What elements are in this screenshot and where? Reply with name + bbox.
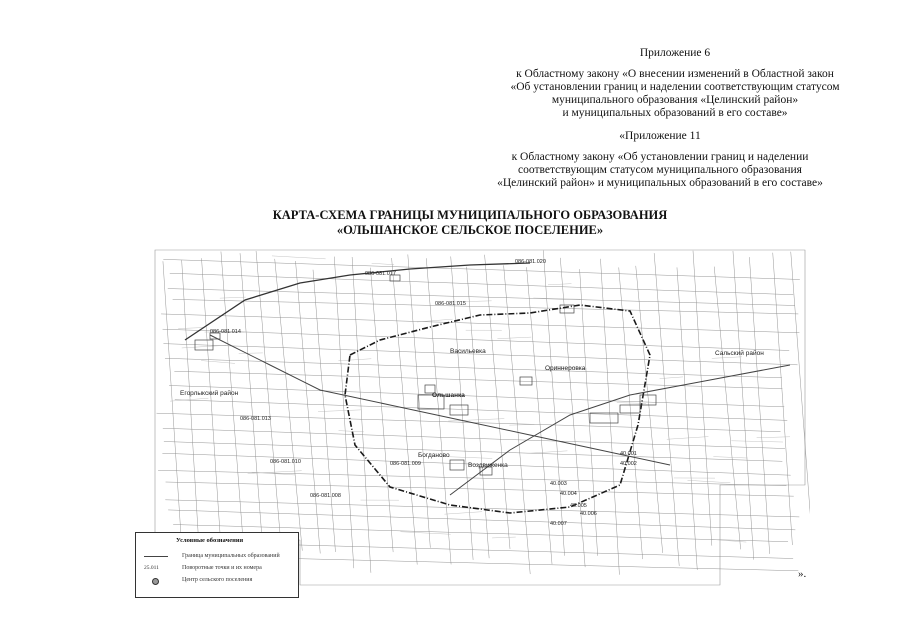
field-line	[504, 265, 531, 574]
appendix-6-block	[440, 47, 905, 120]
map-label: 086-081.015	[435, 301, 466, 307]
field-line	[201, 361, 235, 364]
closing-quote: ».	[798, 568, 807, 580]
field-line	[660, 377, 683, 379]
map-title	[190, 208, 750, 238]
map-label: Егорлыкский район	[180, 390, 239, 397]
map-label: 40.004	[560, 491, 577, 497]
field-line	[182, 345, 227, 348]
appendix-11-header: «Приложение 11	[619, 130, 701, 142]
field-line	[527, 267, 552, 564]
field-line	[370, 268, 393, 552]
map-label: 40.001	[620, 451, 637, 457]
field-line	[467, 267, 490, 558]
field-line	[667, 437, 709, 440]
appendix-6-line: «Об установлении границ и наделении соответствующим статусом	[510, 81, 840, 93]
field-line	[731, 441, 783, 442]
field-line	[492, 537, 516, 538]
map-label: Васильевка	[450, 348, 486, 355]
field-line	[372, 263, 394, 264]
map-label: Ольшанка	[432, 392, 465, 399]
field-line	[712, 357, 742, 359]
map-label: 086-081.014	[210, 329, 241, 335]
field-line	[338, 359, 371, 361]
map-label: 086-081.017	[365, 271, 396, 277]
appendix-11-line: соответствующим статусом муниципального образования	[518, 164, 802, 176]
field-line	[687, 480, 730, 482]
legend-item-center	[140, 577, 296, 586]
map-label: 086-081.009	[390, 461, 421, 467]
field-line	[164, 442, 782, 462]
field-line	[339, 431, 364, 432]
map-labels	[180, 259, 764, 527]
legend-item-label: Поворотные точки и их номера	[182, 565, 262, 571]
legend-item-points	[140, 565, 296, 574]
map-title-line: КАРТА-СХЕМА ГРАНИЦЫ МУНИЦИПАЛЬНОГО ОБРАЗОВАНИЯ	[272, 208, 668, 222]
map-label: Воздвиженка	[468, 462, 508, 469]
field-line	[178, 328, 203, 329]
field-line	[165, 500, 799, 517]
field-line	[417, 319, 453, 322]
field-line	[173, 299, 799, 314]
field-line	[497, 337, 531, 339]
railway	[450, 365, 790, 495]
settlement-block	[560, 305, 574, 313]
appendix-6-line: муниципального образования «Целинский район»	[551, 94, 799, 106]
field-line	[485, 255, 510, 549]
field-line	[352, 257, 371, 573]
settlement-block	[450, 405, 468, 415]
field-line	[509, 424, 534, 425]
field-line	[168, 289, 795, 306]
legend-item-boundary	[140, 553, 296, 562]
field-line	[693, 251, 712, 546]
field-line	[174, 371, 782, 388]
field-line	[275, 259, 303, 551]
legend-item-label: Граница муниципальных образований	[182, 553, 280, 559]
field-line	[169, 385, 784, 406]
settlement-block	[450, 460, 464, 470]
map-label: Ориннеровка	[545, 365, 586, 372]
map-label: 086-081.013	[240, 416, 271, 422]
field-line	[392, 258, 418, 565]
field-line	[654, 253, 679, 566]
field-line	[444, 512, 482, 514]
map-label: 40.007	[550, 521, 567, 527]
map-label: Богданово	[418, 452, 450, 459]
appendix-6-line: к Областному закону «О внесении изменений в Областной закон	[516, 68, 834, 80]
field-line	[239, 353, 263, 354]
boundary-line-symbol	[144, 556, 168, 557]
field-line	[711, 539, 746, 542]
map-label: 40.006	[580, 511, 597, 517]
map-label: 086-081.010	[270, 459, 301, 465]
point-number-symbol: 25.011	[144, 565, 159, 571]
field-line	[202, 258, 223, 568]
field-line	[528, 451, 568, 453]
map-label: 086-081.008	[310, 493, 341, 499]
center-dot-icon	[152, 578, 159, 585]
appendix-11-block	[440, 130, 880, 190]
field-line	[677, 267, 697, 570]
field-line	[256, 251, 283, 574]
field-line	[617, 403, 646, 404]
map-label: 40.002	[620, 461, 637, 467]
map-label: Сальский район	[715, 350, 764, 357]
legend-title: Условные обозначения	[176, 537, 244, 544]
field-line	[272, 256, 326, 259]
map-title-line: «ОЛЬШАНСКОЕ СЕЛЬСКОЕ ПОСЕЛЕНИЕ»	[336, 223, 604, 237]
field-line	[548, 284, 572, 285]
legend-item-label: Центр сельского поселения	[182, 577, 253, 583]
road	[210, 335, 670, 465]
field-line	[161, 314, 799, 333]
field-line	[163, 428, 785, 448]
settlement-blocks	[195, 275, 656, 475]
appendix-11-line: «Целинский район» и муниципальных образований в его составе»	[497, 177, 823, 189]
map-legend	[135, 532, 299, 598]
field-line	[163, 261, 182, 552]
appendix-6-line: и муниципальных образований в его составе»	[562, 107, 788, 119]
field-line	[166, 482, 794, 496]
field-line	[791, 252, 810, 549]
field-line	[713, 457, 747, 458]
map-label: 40.005	[570, 503, 587, 509]
municipal-boundary	[345, 305, 650, 513]
field-line	[408, 254, 431, 547]
field-line	[773, 253, 793, 545]
map-label: 086-081.020	[515, 259, 546, 265]
field-line	[220, 297, 246, 298]
appendix-6-header: Приложение 6	[639, 47, 711, 59]
field-line	[296, 261, 321, 553]
map-label: 40.003	[550, 481, 567, 487]
field-line	[601, 259, 620, 575]
appendix-11-line: к Областному закону «Об установлении границ и наделении	[511, 151, 809, 163]
